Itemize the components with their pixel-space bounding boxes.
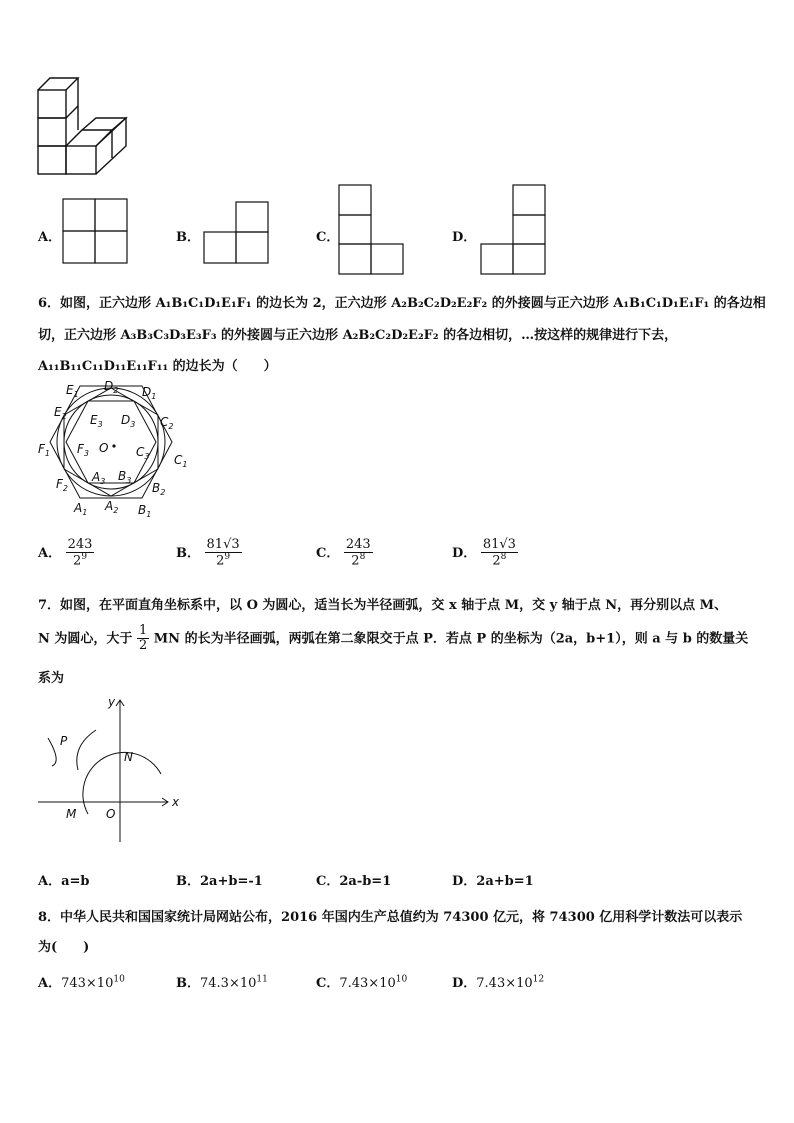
- q7-text-line-3: 系为: [38, 671, 65, 686]
- svg-text:B1: $B_1$: [138, 503, 152, 519]
- svg-text:F2: $F_2$: [56, 477, 68, 493]
- q5-option-b-label[interactable]: B．: [176, 230, 200, 245]
- svg-text:B2: $B_2$: [152, 481, 166, 497]
- svg-text:E1: $E_1$: [66, 383, 79, 399]
- q5-option-b-figure[interactable]: [203, 201, 269, 264]
- label-A2: A: [105, 499, 114, 513]
- q6-option-c[interactable]: [316, 538, 373, 569]
- label-C2: C: [160, 415, 169, 429]
- svg-text:B3: $B_3$: [118, 469, 132, 485]
- svg-text:E3: $E_3$: [90, 413, 103, 429]
- label-A1: A: [74, 501, 83, 515]
- label-B3: B: [118, 469, 127, 483]
- label-x: x: [172, 795, 180, 809]
- label-B1: B: [138, 503, 147, 517]
- q5-option-c-figure[interactable]: [338, 184, 404, 276]
- q6-text-line-3: A₁₁B₁₁C₁₁D₁₁E₁₁F₁₁ 的边长为（ ）: [38, 359, 277, 374]
- label-E3: E: [90, 413, 98, 427]
- label-O: O: [99, 441, 109, 455]
- q5-option-a-label[interactable]: A．: [38, 230, 62, 245]
- svg-text:D1: $D_1$: [142, 385, 157, 401]
- cube-stack-figure: [30, 70, 140, 180]
- q6-text-line-1: 6．如图，正六边形 A₁B₁C₁D₁E₁F₁ 的边长为 2，正六边形 A₂B₂C₂D₂E₂F₂ 的外接圆与正六边形 A₁B₁C₁D₁E₁F₁ 的各边相: [38, 296, 766, 311]
- label-P: P: [60, 734, 68, 748]
- svg-text:D3: $D_3$: [121, 413, 136, 429]
- svg-text:A1: $A_1$: [74, 501, 88, 517]
- q6-option-d-fraction: $\frac{81√3}{2^8}$: [482, 537, 516, 569]
- label-F1: F: [38, 442, 45, 456]
- q7-text-line-2: N 为圆心，大于 $\frac{1}{2}$ MN 的长为半径画弧，两弧在第二象限交于点 P．若点 P 的坐标为（2a，b+1），则 a 与 b 的数量关: [38, 623, 749, 654]
- svg-text:C1: $C_1$: [174, 453, 188, 469]
- svg-text:F3: $F_3$: [77, 442, 89, 458]
- q6-option-a-letter: A．: [38, 545, 62, 561]
- q7-option-c[interactable]: C．2a-b=1: [316, 874, 392, 889]
- q7-option-d[interactable]: D．2a+b=1: [452, 874, 534, 889]
- q7-option-b[interactable]: B．2a+b=-1: [176, 874, 263, 889]
- label-E2: E: [54, 405, 62, 419]
- q6-option-c-letter: C．: [316, 545, 340, 561]
- q8-option-d[interactable]: D．$7.43\times 10^{12}$: [452, 974, 545, 991]
- q6-option-b-fraction: $\frac{81√3}{2^9}$: [206, 537, 240, 569]
- hexagon-figure: [36, 378, 188, 520]
- svg-text:A2: $A_2$: [105, 499, 119, 515]
- q6-option-b-letter: B．: [176, 545, 200, 561]
- svg-text:C2: $C_2$: [160, 415, 174, 431]
- label-D3: D: [121, 413, 131, 427]
- q8-option-c[interactable]: C．$7.43\times 10^{10}$: [316, 974, 408, 991]
- q5-option-a-figure[interactable]: [62, 198, 128, 264]
- label-E1: E: [66, 383, 74, 397]
- coordinate-figure: [36, 692, 186, 850]
- label-M: M: [66, 807, 77, 821]
- q5-option-c-label[interactable]: C．: [316, 230, 340, 245]
- q5-option-d-figure[interactable]: [480, 184, 546, 276]
- label-N: N: [124, 750, 133, 764]
- label-F2: F: [56, 477, 63, 491]
- q7-option-a[interactable]: A．a=b: [38, 874, 90, 889]
- q6-text-line-2: 切，正六边形 A₃B₃C₃D₃E₃F₃ 的外接圆与正六边形 A₂B₂C₂D₂E₂F₂ 的各边相切，…按这样的规律进行下去，: [38, 328, 678, 343]
- label-C1: C: [174, 453, 183, 467]
- label-y: y: [108, 695, 116, 709]
- q8-text-line-1: 8．中华人民共和国国家统计局网站公布，2016 年国内生产总值约为 74300 亿元，将 74300 亿用科学计数法可以表示: [38, 910, 743, 925]
- svg-text:C3: $C_3$: [136, 445, 150, 461]
- q6-option-c-fraction: $\frac{243}{2^8}$: [345, 537, 371, 569]
- label-A3: A: [92, 470, 101, 484]
- q7-text-line-1: 7．如图，在平面直角坐标系中，以 O 为圆心，适当长为半径画弧，交 x 轴于点 M，交 y 轴于点 N，再分别以点 M、: [38, 598, 728, 613]
- svg-text:F1: $F_1$: [38, 442, 50, 458]
- q6-option-a[interactable]: [38, 538, 94, 569]
- label-D1: D: [142, 385, 152, 399]
- q6-option-b[interactable]: [176, 538, 242, 569]
- label-C3: C: [136, 445, 145, 459]
- q6-option-a-fraction: $\frac{243}{2^9}$: [67, 537, 93, 569]
- label-O-axis: O: [106, 807, 116, 821]
- q8-text-line-2: 为( ): [38, 940, 90, 955]
- label-B2: B: [152, 481, 161, 495]
- q6-option-d[interactable]: [452, 538, 518, 569]
- svg-text:E2: $E_2$: [54, 405, 67, 421]
- q8-option-b[interactable]: B．$74.3\times 10^{11}$: [176, 974, 268, 991]
- q5-option-d-label[interactable]: D．: [452, 230, 477, 245]
- label-D2: D: [104, 379, 114, 393]
- q6-option-d-letter: D．: [452, 545, 477, 561]
- label-F3: F: [77, 442, 84, 456]
- svg-text:A3: $A_3$: [92, 470, 106, 486]
- svg-text:D2: $D_2$: [104, 379, 119, 395]
- q8-option-a[interactable]: A．$743\times 10^{10}$: [38, 974, 125, 991]
